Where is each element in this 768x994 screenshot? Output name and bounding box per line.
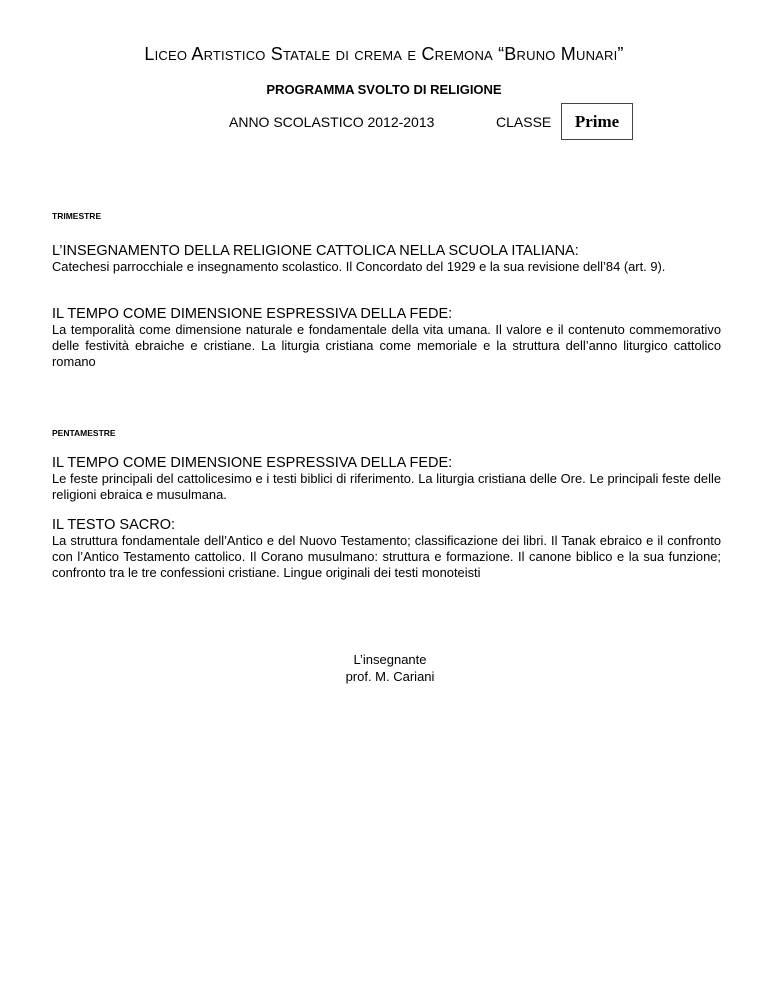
- class-value: Prime: [574, 111, 620, 131]
- section-heading: IL TEMPO COME DIMENSIONE ESPRESSIVA DELLA FEDE:: [52, 455, 453, 471]
- program-title: PROGRAMMA SVOLTO DI RELIGIONE: [266, 82, 502, 97]
- school-title: Liceo Artistico Statale di crema e Cremona “Bruno Munari”: [144, 44, 624, 64]
- teacher-signature-block: [0, 651, 768, 685]
- section-heading: L’INSEGNAMENTO DELLA RELIGIONE CATTOLICA NELLA SCUOLA ITALIANA:: [52, 243, 579, 259]
- class-value-box: [561, 103, 633, 140]
- signature-role: L’insegnante: [353, 652, 427, 667]
- section-body: Le feste principali del cattolicesimo e i testi biblici di riferimento. La liturgia cristiana delle Ore. Le principali feste delle religioni ebraica e musulmana.: [52, 471, 721, 502]
- section-heading: IL TESTO SACRO:: [52, 517, 176, 533]
- section-body: La temporalità come dimensione naturale e fondamentale della vita umana. Il valore e il contenuto commemorativo delle festività ebraiche e cristiane. La liturgia cristiana come memoriale e la struttura dell’anno liturgico cattolico romano: [52, 322, 721, 369]
- section-irc-scuola: [52, 243, 721, 275]
- section-heading: IL TEMPO COME DIMENSIONE ESPRESSIVA DELLA FEDE:: [52, 306, 453, 322]
- section-body: La struttura fondamentale dell’Antico e del Nuovo Testamento; classificazione dei libri. Il Tanak ebraico e il confronto con l’Antico Testamento cattolico. Il Corano musulmano: struttura e formazione. Il canone biblico e la sua funzione; confronto tra le tre confessioni cristiane. Lingue originali dei testi monoteisti: [52, 533, 721, 580]
- term-label-trimestre: TRIMESTRE: [52, 211, 102, 221]
- section-body: Catechesi parrocchiale e insegnamento scolastico. Il Concordato del 1929 e la sua revisione dell’84 (art. 9).: [52, 259, 666, 274]
- section-testo-sacro: [52, 517, 721, 581]
- school-year: ANNO SCOLASTICO 2012-2013: [229, 114, 435, 130]
- term-label-pentamestre: PENTAMESTRE: [52, 428, 116, 438]
- section-tempo-fede-2: [52, 455, 721, 503]
- class-label: CLASSE: [496, 114, 552, 130]
- section-tempo-fede-1: [52, 306, 721, 370]
- signature-name: prof. M. Cariani: [345, 669, 435, 684]
